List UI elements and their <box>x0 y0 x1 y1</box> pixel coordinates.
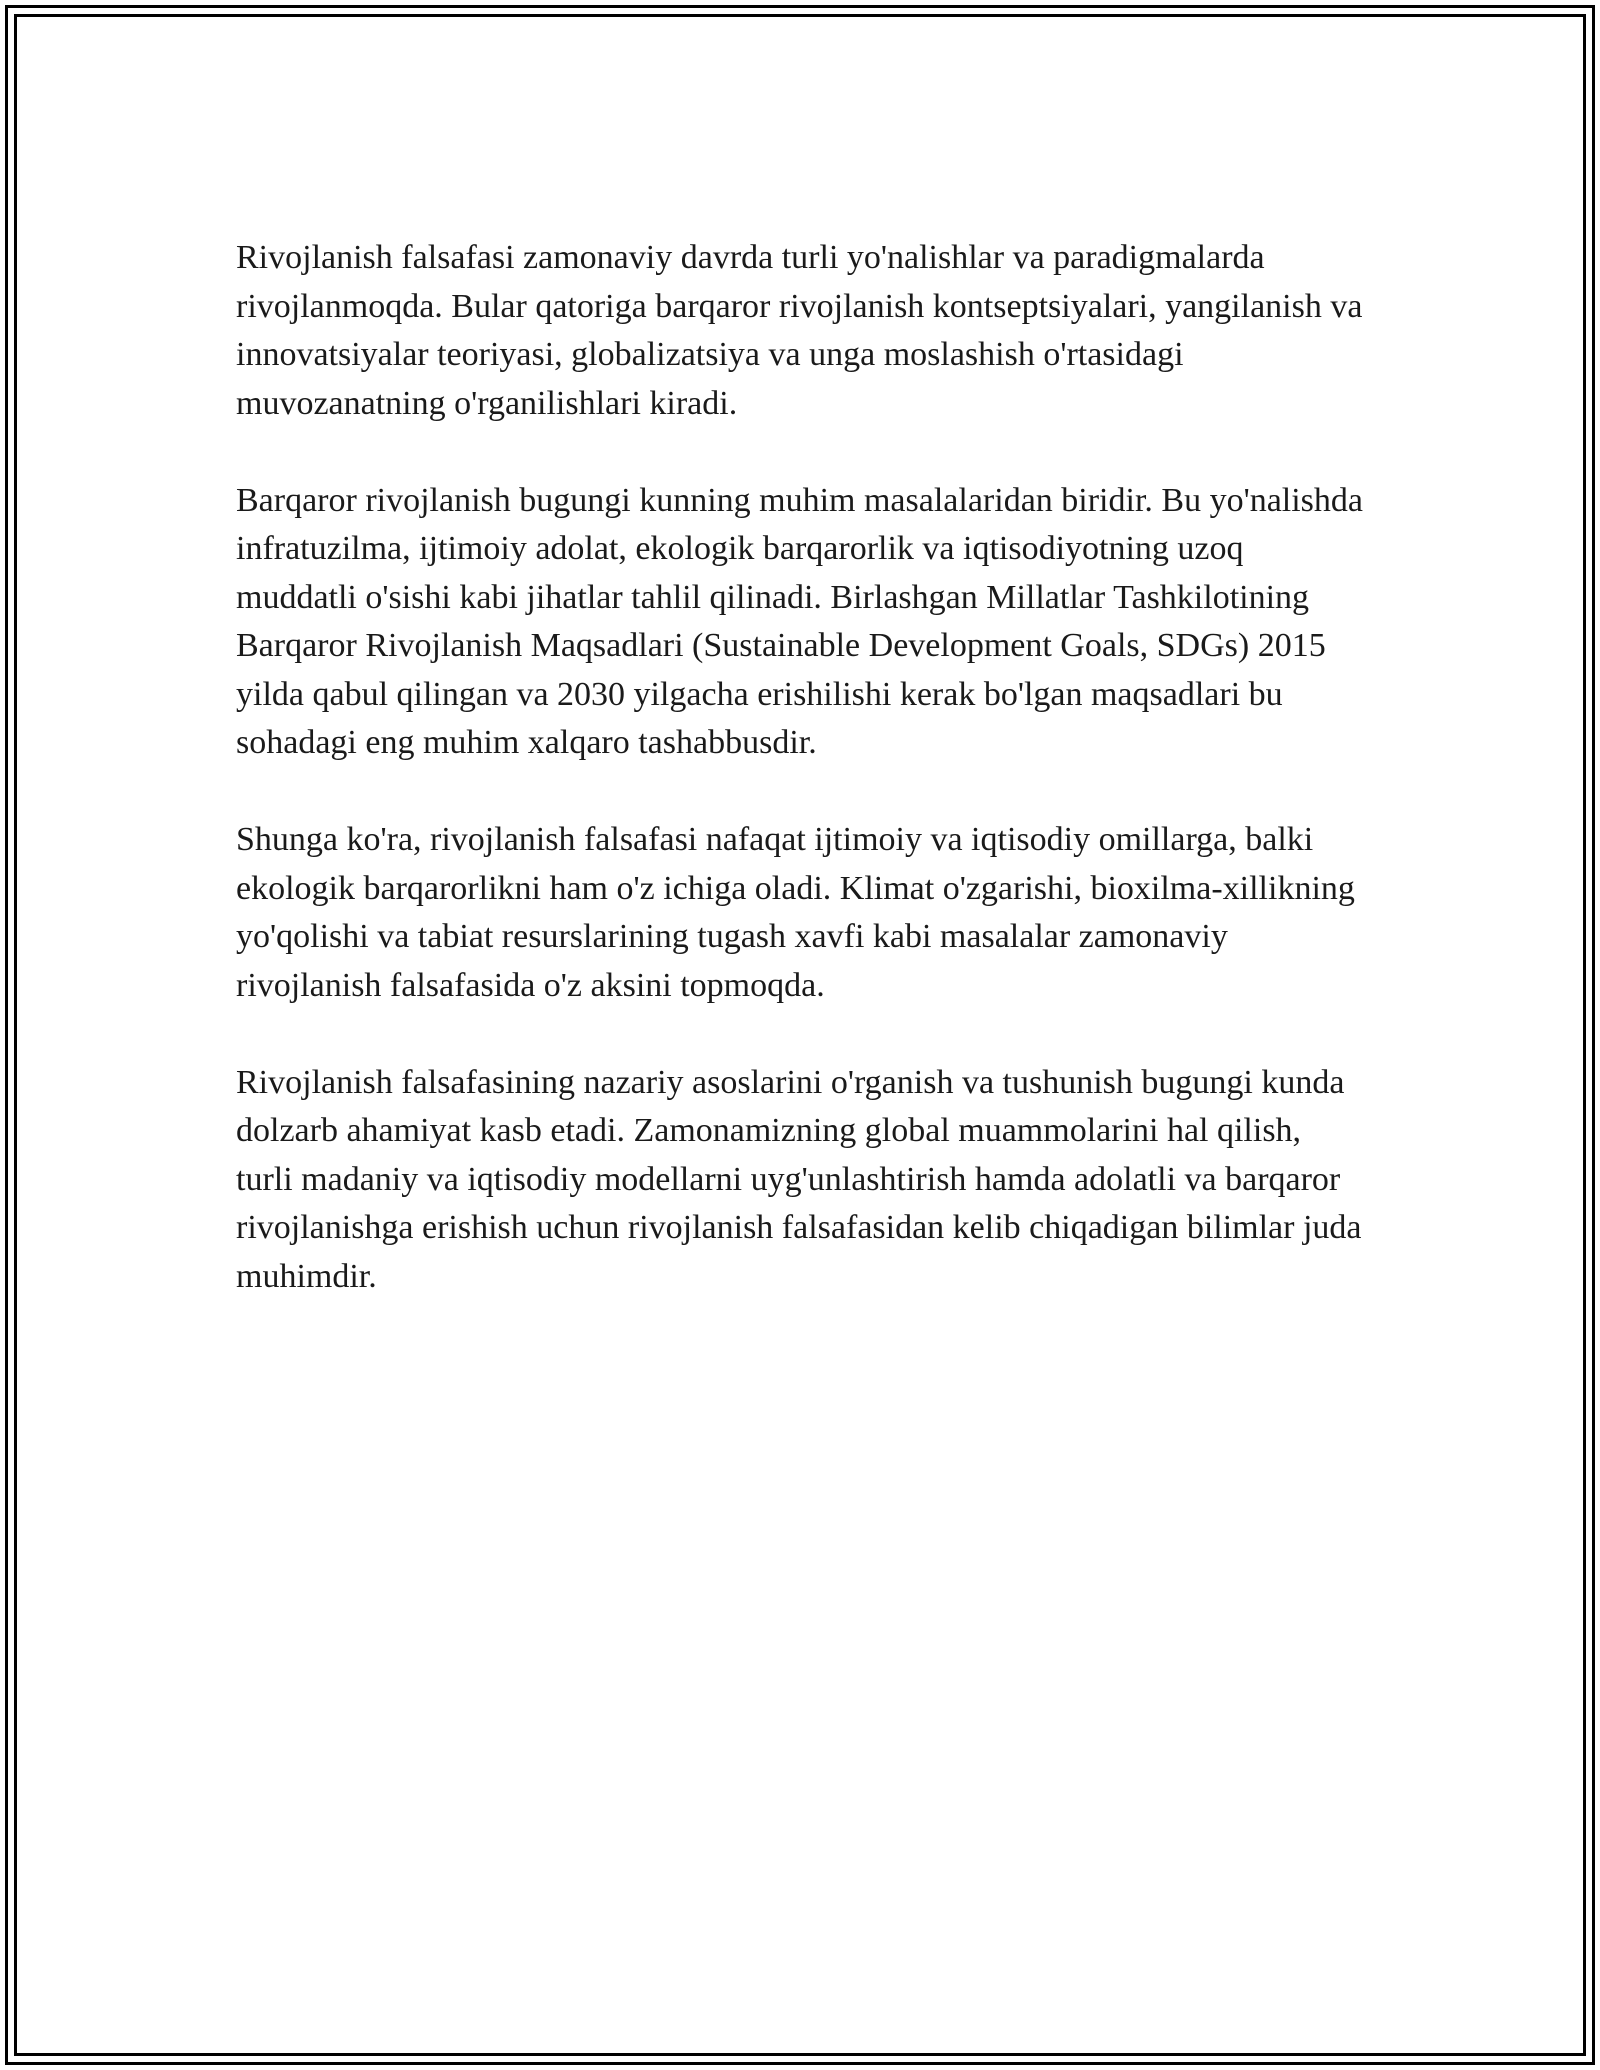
paragraph-2: Barqaror rivojlanish bugungi kunning muhim masalalaridan biridir. Bu yo'nalishda infratuzilma, ijtimoiy adolat, ekologik barqarorlik va iqtisodiyotning uzoq muddatli o'sishi kabi jihatlar tahlil qilinadi. Birlashgan Millatlar Tashkilotining Barqaror Rivojlanish Maqsadlari (Sustainable Development Goals, SDGs) 2015 yilda qabul qilingan va 2030 yilgacha erishilishi kerak bo'lgan maqsadlari bu sohadagi eng muhim xalqaro tashabbusdir. <box>236 481 1363 761</box>
document-body <box>236 234 1366 1350</box>
paragraph-1: Rivojlanish falsafasi zamonaviy davrda turli yo'nalishlar va paradigmalarda rivojlanmoqda. Bular qatoriga barqaror rivojlanish kontseptsiyalari, yangilanish va innovatsiyalar teoriyasi, globalizatsiya va unga moslashish o'rtasidagi muvozanatning o'rganilishlari kiradi. <box>236 239 1363 422</box>
paragraph-3: Shunga ko'ra, rivojlanish falsafasi nafaqat ijtimoiy va iqtisodiy omillarga, balki ekologik barqarorlikni ham o'z ichiga oladi. Klimat o'zgarishi, bioxilma-xillikning yo'qolishi va tabiat resurslarining tugash xavfi kabi masalalar zamonaviy rivojlanish falsafasida o'z aksini topmoqda. <box>236 821 1355 1004</box>
paragraph-4: Rivojlanish falsafasining nazariy asoslarini o'rganish va tushunish bugungi kunda dolzarb ahamiyat kasb etadi. Zamonamizning global muammolarini hal qilish, turli madaniy va iqtisodiy modellarni uyg'unlashtirish hamda adolatli va barqaror rivojlanishga erishish uchun rivojlanish falsafasidan kelib chiqadigan bilimlar juda muhimdir. <box>236 1063 1362 1295</box>
